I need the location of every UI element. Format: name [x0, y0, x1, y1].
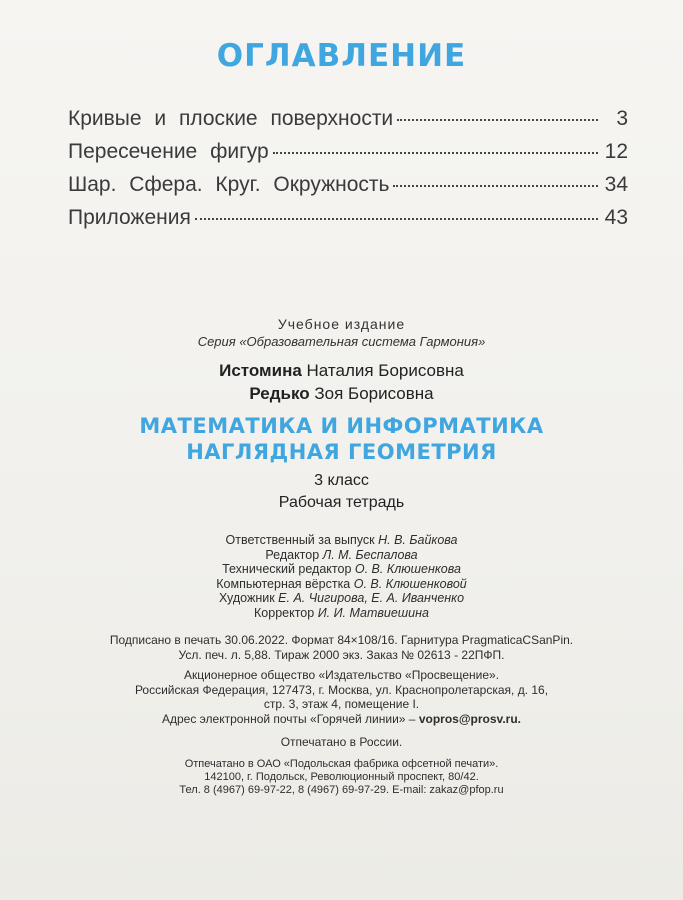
credit-line [0, 548, 683, 563]
toc-entry [68, 173, 628, 206]
table-of-contents [68, 107, 628, 239]
toc-leader-dots [393, 185, 598, 187]
toc-entry [68, 107, 628, 140]
toc-entry [68, 206, 628, 239]
credit-role: Художник [218, 591, 275, 606]
hotline-email: vopros@prosv.ru. [418, 712, 521, 726]
credits-block [0, 533, 683, 621]
toc-entry-label: Приложения [68, 206, 191, 229]
author-surname: Истомина [219, 361, 302, 380]
toc-entry-label: Пересечение фигур [68, 140, 269, 163]
publisher-line: Акционерное общество «Издательство «Просвещение». [183, 668, 500, 682]
book-title-line-2: НАГЛЯДНАЯ ГЕОМЕТРИЯ [186, 440, 497, 464]
series-name: Серия «Образовательная система Гармония» [197, 334, 486, 349]
credit-person: О. В. Клюшенкова [354, 562, 461, 577]
edition-type: Учебное издание [277, 316, 406, 332]
credit-person: И. И. Матвиешина [317, 605, 429, 620]
toc-entry-page: 3 [616, 107, 628, 130]
toc-entry-page: 34 [604, 173, 628, 196]
printed-in-country: Отпечатано в России. [280, 735, 403, 749]
credit-person: О. В. Клюшенковой [353, 576, 467, 591]
printer-line: 142100, г. Подольск, Революционный проспект, 80/42. [204, 771, 479, 783]
credit-role: Редактор [265, 547, 320, 562]
book-type-label: Рабочая тетрадь [278, 494, 405, 511]
credit-line [0, 577, 683, 592]
credit-line [0, 562, 683, 577]
author-surname: Редько [249, 384, 310, 403]
toc-entry-label: Кривые и плоские поверхности [68, 107, 394, 130]
toc-entry-page: 43 [604, 206, 628, 229]
printer-line: Тел. 8 (4967) 69-97-22, 8 (4967) 69-97-29. E-mail: zakaz@pfop.ru [179, 784, 504, 796]
publisher-line: стр. 3, этаж 4, помещение I. [263, 697, 420, 711]
publisher-block [0, 668, 683, 712]
toc-entry [68, 140, 628, 173]
author-given-name: Наталия Борисовна [306, 361, 464, 380]
credit-person: Н. В. Байкова [378, 533, 458, 547]
credit-line [0, 591, 683, 606]
printer-line: Отпечатано в ОАО «Подольская фабрика офсетной печати». [184, 758, 499, 770]
print-details-line: Усл. печ. л. 5,88. Тираж 2000 экз. Заказ № 02613 - 22ПФП. [178, 647, 505, 662]
credit-line [0, 606, 683, 621]
toc-entry-page: 12 [604, 140, 628, 163]
print-signature-block [0, 633, 683, 662]
grade-label: 3 класс [314, 472, 369, 489]
book-title-line-1: МАТЕМАТИКА И ИНФОРМАТИКА [139, 414, 544, 438]
print-details-line: Подписано в печать 30.06.2022. Формат 84×108/16. Гарнитура PragmaticaCSanPin. [109, 633, 574, 647]
hotline-label: Адрес электронной почты «Горячей линии» – [161, 712, 416, 726]
toc-entry-label: Шар. Сфера. Круг. Окружность [68, 173, 390, 196]
credit-role: Компьютерная вёрстка [216, 576, 351, 591]
author-1 [0, 361, 683, 381]
toc-title: ОГЛАВЛЕНИЕ [216, 38, 467, 74]
credit-role: Технический редактор [222, 562, 352, 577]
toc-leader-dots [195, 218, 598, 220]
credit-line [0, 533, 683, 548]
printer-block [0, 758, 683, 797]
author-given-name: Зоя Борисовна [314, 384, 434, 403]
credit-person: Е. А. Чигирова, Е. А. Иванченко [278, 591, 465, 606]
credit-person: Л. М. Беспалова [322, 547, 418, 562]
toc-leader-dots [273, 152, 598, 154]
toc-leader-dots [397, 119, 598, 121]
credit-role: Корректор [254, 605, 315, 620]
hotline-email-line [0, 712, 683, 727]
credit-role: Ответственный за выпуск [225, 533, 375, 547]
publisher-line: Российская Федерация, 127473, г. Москва, ул. Краснопролетарская, д. 16, [134, 682, 549, 697]
author-2 [0, 384, 683, 404]
